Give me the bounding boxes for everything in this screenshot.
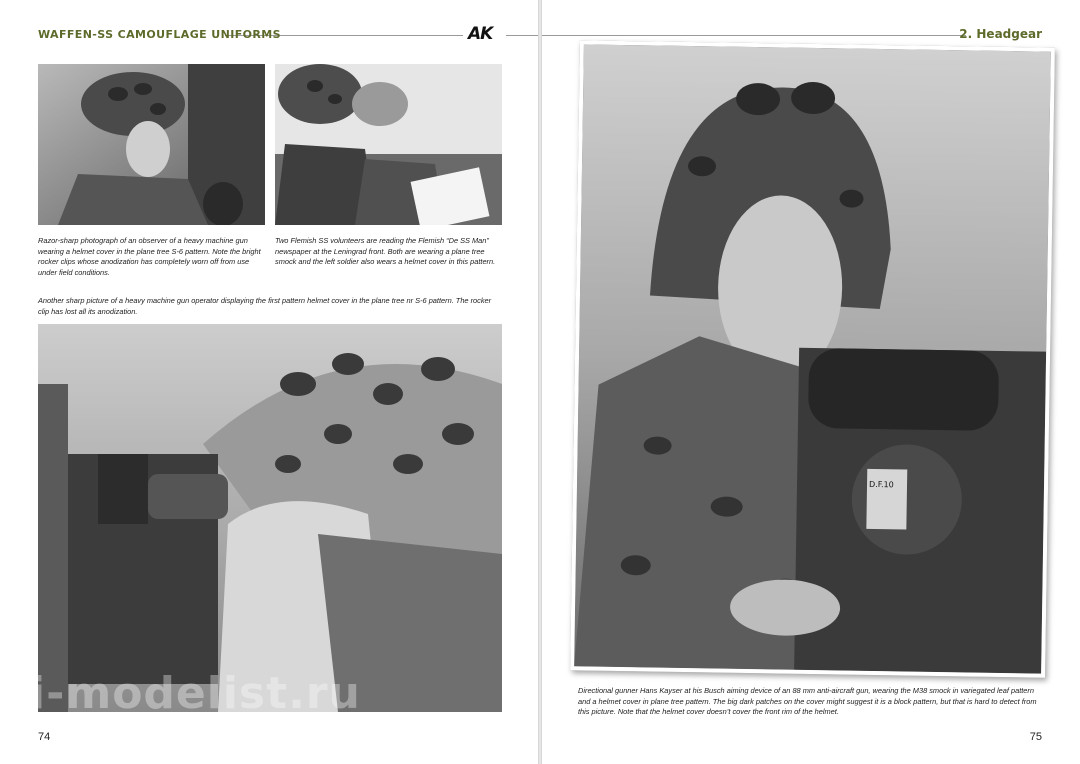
- page-number-right: 75: [1029, 731, 1042, 743]
- photo-flemish-volunteers: [275, 64, 502, 225]
- device-marking: D.F.10: [868, 479, 894, 490]
- left-page: [0, 0, 538, 764]
- ak-logo: AK: [468, 24, 493, 44]
- header-rule-left-end: [506, 35, 538, 36]
- section-title: 2. Headgear: [959, 27, 1042, 41]
- watermark: i-modelist.ru: [30, 668, 361, 719]
- caption-mg-operator: Another sharp picture of a heavy machine gun operator displaying the first pattern helmet cover in the plane tree nr S-6 pattern. The rocker clip has lost all its anodization.: [38, 296, 492, 316]
- photo-directional-gunner: [570, 40, 1055, 677]
- caption-observer: Razor-sharp photograph of an observer of a heavy machine gun wearing a helmet cover in the plane tree S-6 pattern. Note the bright rocker clips whose anodization has completely worn off from use under field conditions.: [38, 236, 261, 277]
- photo-mg-operator: [38, 324, 502, 712]
- photo-observer: [38, 64, 265, 225]
- header-rule-right: [542, 35, 966, 36]
- running-title: WAFFEN-SS CAMOUFLAGE UNIFORMS: [38, 28, 281, 41]
- caption-flemish-volunteers: Two Flemish SS volunteers are reading the Flemish “De SS Man” newspaper at the Leningrad front. Both are wearing a plane tree smock and the left soldier also wears a helmet cover in this pattern.: [275, 236, 496, 266]
- page-number-left: 74: [38, 731, 51, 743]
- caption-directional-gunner: Directional gunner Hans Kayser at his Busch aiming device of an 88 mm anti-aircraft gun, wearing the M38 smock in variegated leaf pattern and a helmet cover in plane tree pattern. The big dark patches on the cover might suggest it is a block pattern, but that is hard to detect from this picture. Note that the helmet cover doesn’t cover the front rim of the helmet.: [578, 686, 1037, 716]
